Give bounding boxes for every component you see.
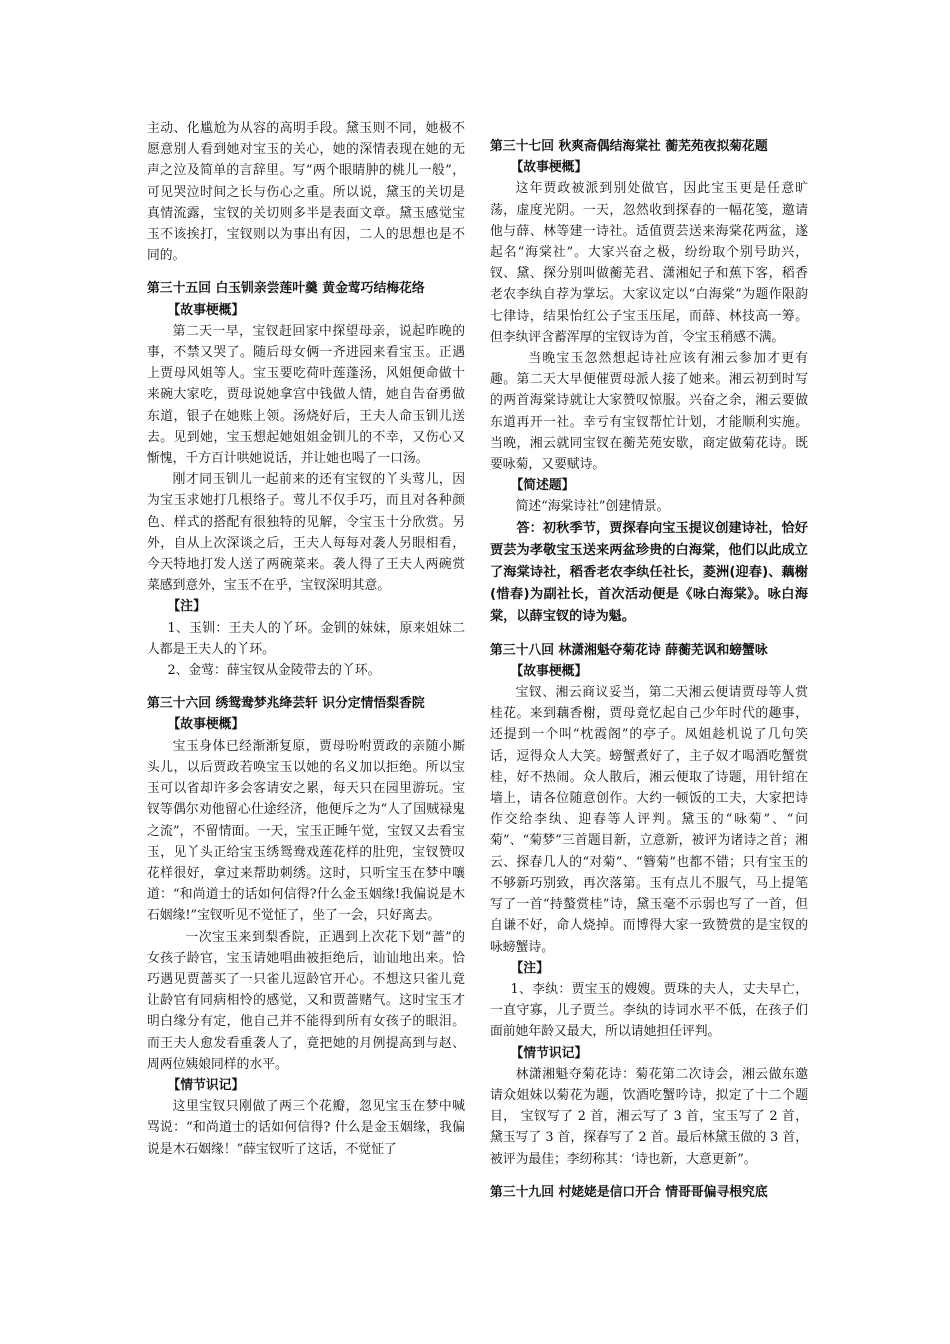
- chapter-35-note-1: 1、玉钏：王夫人的丫环。金钏的妹妹，原来姐妹二人都是王夫人的丫环。: [147, 620, 465, 657]
- chapter-37-summary-label: 【故事梗概】: [510, 160, 588, 176]
- chapter-35-paragraph-1: 第二天一早，宝钗赶回家中探望母亲，说起昨晚的事，不禁又哭了。随后母女俩一齐进园来看宝玉。正遇上贾母风姐等人。宝玉要吃荷叶莲蓬汤，风姐便命做十来碗大家吃，贾母说她拿宫中钱做人情，她自告奋勇做东道，银子在她账上领。汤烧好后，王夫人命玉钏儿送去。见到她，宝玉想起她姐姐金钏儿的不幸，又伤心又惭愧，千方百计哄她说话，并让她也喝了一口汤。: [147, 323, 465, 467]
- chapter-37-question: 简述“海棠诗社”创建情景。: [515, 499, 670, 515]
- chapter-36-plot-label: 【情节识记】: [167, 1077, 245, 1093]
- chapter-35-note-label: 【注】: [167, 599, 206, 615]
- intro-paragraph: 主动、化尴尬为从容的高明手段。黛玉则不同，她极不愿意别人看到她对宝玉的关心，她的深情表现在她的无声之泣及简单的言辞里。写“两个眼睛肿的桃儿一般”，可见哭泣时间之长与伤心之重。所以说，黛玉的关切是真情流露，宝钗的关切则多半是表面文章。黛玉感觉宝玉不该挨打，宝钗则以为事出有因，二人的思想也是不同的。: [147, 121, 465, 264]
- chapter-38-paragraph-1: 宝钗、湘云商议妥当，第二天湘云便请贾母等人赏桂花。来到藕香榭，贾母竟忆起自己少年时代的趣事，还提到一个叫“枕霞阁”的亭子。凤姐趁机说了几句笑话，逗得众人大笑。螃蟹煮好了，主子奴才喝酒吃蟹赏桂，好不热闹。众人散后，湘云便取了诗题，用针绾在墙上，请各位随意创作。大约一顿饭的工夫，大家把诗作交给李纨、迎春等人评判。黛玉的“咏菊”、“问菊”、“菊梦”三首题目新，立意新，被评为诸诗之首；湘云、探春几人的“对菊”、“簪菊”也都不错；只有宝玉的不够新巧别致，再次落第。玉有点儿不服气，马上提笔写了一首“持螯赏桂”诗，黛玉毫不示弱也写了一首，但自谦不好，命人烧掉。而博得大家一致赞赏的是宝钗的咏螃蟹诗。: [490, 685, 808, 955]
- left-column: [147, 118, 465, 1160]
- chapter-37-paragraph-2: 当晚宝玉忽然想起诗社应该有湘云参加才更有趣。第二天大早便催贾母派人接了她来。湘云初到时写的两首海棠诗就让大家赞叹惊服。兴奋之余，湘云要做东道再开一社。幸亏有宝钗帮忙计划，才能顺利实施。当晚，湘云就同宝钗在蘅芜苑安歇，商定做菊花诗。既要咏菊，又要赋诗。: [490, 351, 808, 473]
- chapter-38-title: 第三十八回 林潇湘魁夺菊花诗 薛蘅芜讽和螃蟹咏: [490, 642, 768, 658]
- chapter-35-summary-label: 【故事梗概】: [167, 302, 245, 318]
- chapter-38-plot-text: 林潇湘魁夺菊花诗：菊花第二次诗会，湘云做东邀请众姐妹以菊花为题，饮酒吃蟹吟诗，拟定了十二个题目， 宝钗写了 2 首，湘云写了 3 首，宝玉写了 2 首，黛玉写了 3 首，探春写了 2 首。最后林黛玉做的 3 首，被评为最佳；李纫称其：‘诗也新，大意更新”。: [490, 1066, 808, 1167]
- chapter-36-paragraph-2: 一次宝玉来到梨香院，正遇到上次花下划“蔷”的女孩子龄官，宝玉请她唱曲被拒绝后，讪讪地出来。恰巧遇见贾蔷买了一只雀儿逗龄官开心。不想这只雀儿竟让龄官有同病相怜的感觉，又和贾蔷赌气。这时宝玉才明白缘分有定，他自己并不能得到所有女孩子的眼泪。而王夫人愈发看重袭人了，竟把她的月例提高到与赵、周两位姨娘同样的水平。: [147, 929, 465, 1072]
- chapter-38-plot-label: 【情节识记】: [510, 1045, 588, 1061]
- chapter-38-note-label: 【注】: [510, 960, 549, 976]
- chapter-37-brief-label: 【简述题】: [510, 478, 575, 494]
- chapter-37-paragraph-1: 这年贾政被派到别处做官，因此宝玉更是任意旷荡，虚度光阴。一天，忽然收到探春的一幅花笺，邀请他与薛、林等建一诗社。适值贾芸送来海棠花两盆，遂起名“海棠社”。大家兴奋之极，纷纷取个别号助兴，钗、黛、探分别叫做蘅芜君、潇湘妃子和蕉下客，稻香老农李纨自荐为掌坛。大家议定以“白海棠”为题作限韵七律诗，结果怡红公子宝玉压尾，而薛、林技高一筹。但李纨评含蓄浑厚的宝钗诗为首，令宝玉稍感不满。: [490, 181, 808, 345]
- chapter-35-title: 第三十五回 白玉钏亲尝莲叶羹 黄金莺巧结梅花络: [147, 281, 425, 297]
- chapter-37-answer: 答：初秋季节，贾探春向宝玉提议创建诗社，恰好贾芸为孝敬宝玉送来两盆珍贵的白海棠，他们以此成立了海棠诗社，稻香老农李纨任社长，菱洲(迎春)、藕榭(惜春)为副社长，首次活动便是《咏白海棠》。咏白海棠，以薛宝钗的诗为魁。: [490, 520, 808, 624]
- chapter-36-plot-text: 这里宝钗只刚做了两三个花瓣，忽见宝玉在梦中喊骂说：“和尚道士的话如何信得? 什么是金玉姻缘，我偏说是木石姻缘！”薛宝钗听了这话，不觉怔了: [147, 1099, 465, 1157]
- chapter-39-title: 第三十九回 村姥姥是信口开合 情哥哥偏寻根究底: [490, 1184, 768, 1200]
- chapter-36-summary-label: 【故事梗概】: [167, 717, 245, 733]
- right-column: [490, 136, 808, 1203]
- chapter-36-paragraph-1: 宝玉身体已经渐渐复原，贾母吩咐贾政的亲随小厮头儿，以后贾政若唤宝玉以她的名义加以拒绝。所以宝玉可以省却许多会客请安之累，每天只在园里游玩。宝钗等偶尔劝他留心仕途经济，他便斥之为“人了国贼禄鬼之流”，不留情面。一天，宝玉正睡午觉，宝钗又去看宝玉，见丫头正给宝玉绣鸳鸯戏莲花样的肚兜，宝钗赞叹花样很好，拿过来帮助刺绣。这时，只听宝玉在梦中嚷道：“和尚道士的话如何信得?什么金玉姻缘!我偏说是木石姻缘!”宝钗听见不觉怔了，坐了一会，只好离去。: [147, 738, 465, 924]
- chapter-37-title: 第三十七回 秋爽斋偶结海棠社 蘅芜苑夜拟菊花题: [490, 139, 768, 154]
- chapter-35-note-2: 2、金莺：薛宝钗从金陵带去的丫环。: [167, 663, 381, 679]
- chapter-38-note-1: 1、李纨：贾宝玉的嫂嫂。贾珠的夫人，丈夫早亡，一直守寡，儿子贾兰。李纨的诗词水平不低，在孩子们面前她年龄又最大，所以请她担任评判。: [490, 981, 808, 1040]
- chapter-35-paragraph-2: 刚才同玉钏儿一起前来的还有宝钗的丫头莺儿，因为宝玉求她打几根络子。莺儿不仅手巧，而且对各种颜色、样式的搭配有很独特的见解，令宝玉十分欣赏。另外，自从上次深谈之后，王夫人每每对袭人另眼相看，今天特地打发人送了两碗菜来。袭人得了王夫人两碗赏菜感到意外，宝玉不在乎，宝钗深明其意。: [147, 472, 465, 594]
- chapter-36-title: 第三十六回 绣鸳鸯梦兆绛芸轩 识分定情悟梨香院: [147, 696, 425, 712]
- chapter-38-summary-label: 【故事梗概】: [510, 663, 588, 679]
